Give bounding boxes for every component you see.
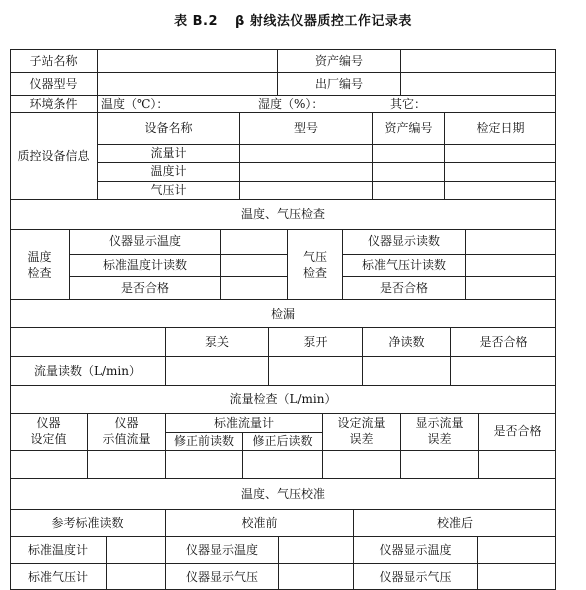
- flow-col-before-correction: 修正前读数: [173, 434, 234, 448]
- leak-col-pass: 是否合格: [479, 335, 528, 349]
- leak-col-pump-off: 泵关: [204, 335, 229, 349]
- env-label: 环境条件: [29, 97, 78, 111]
- temp-check-row-standard: 标准温度计读数: [102, 258, 187, 272]
- calib-col-after: 校准后: [436, 516, 473, 530]
- temp-pressure-check-title: 温度、气压检查: [240, 207, 325, 221]
- other-label: 其它：: [390, 97, 427, 111]
- leak-col-pump-on: 泵开: [303, 335, 328, 349]
- factory-no-field[interactable]: [401, 73, 555, 95]
- calib-row-std-thermometer: 标准温度计: [27, 543, 88, 557]
- pressure-check-row-standard: 标准气压计读数: [361, 258, 446, 272]
- flow-check-title: 流量检查（L/min）: [229, 392, 337, 406]
- calib-row-std-barometer: 标准气压计: [27, 570, 88, 584]
- calib-col-reference: 参考标准读数: [51, 516, 124, 530]
- temperature-label: 温度（℃）：: [101, 97, 169, 111]
- pressure-check-row-pass: 是否合格: [379, 281, 428, 295]
- calib-after-display-temp: 仪器显示温度: [379, 543, 452, 557]
- station-name-label: 子站名称: [29, 54, 78, 68]
- calib-before-display-temp: 仪器显示温度: [185, 543, 258, 557]
- flow-col-pass: 是否合格: [493, 424, 542, 438]
- table-title: [0, 10, 586, 29]
- qc-row-flowmeter: 流量计: [150, 146, 187, 160]
- qc-col-model: 型号: [293, 121, 318, 135]
- qc-col-device-name: 设备名称: [144, 121, 193, 135]
- table-number: 表 B.2: [174, 14, 219, 29]
- leak-check-title: 检漏: [270, 307, 295, 321]
- leak-row-flow-reading: 流量读数（L/min）: [34, 364, 141, 378]
- qc-row-thermometer: 温度计: [150, 164, 187, 178]
- asset-no-field[interactable]: [401, 50, 555, 72]
- calib-after-display-pressure: 仪器显示气压: [379, 570, 452, 584]
- flow-col-instrument-display: 仪器 示值流量: [102, 416, 151, 446]
- temp-check-label: 温度 检查: [27, 250, 52, 280]
- qc-col-asset-no: 资产编号: [384, 121, 433, 135]
- flow-col-instrument-setting: 仪器 设定值: [30, 416, 67, 446]
- flow-col-std-flowmeter: 标准流量计: [213, 416, 274, 430]
- qc-record-table: [10, 49, 556, 589]
- calib-col-before: 校准前: [241, 516, 278, 530]
- model-label: 仪器型号: [29, 77, 78, 91]
- qc-row-barometer: 气压计: [150, 183, 187, 197]
- flow-col-set-error: 设定流量 误差: [337, 416, 386, 446]
- table-name: β 射线法仪器质控工作记录表: [235, 14, 412, 29]
- pressure-check-label: 气压 检查: [302, 250, 327, 280]
- factory-no-label: 出厂编号: [314, 77, 363, 91]
- flow-col-after-correction: 修正后读数: [252, 434, 313, 448]
- calibration-title: 温度、气压校准: [240, 487, 325, 501]
- flow-col-display-error: 显示流量 误差: [415, 416, 464, 446]
- pressure-check-row-display: 仪器显示读数: [367, 234, 440, 248]
- leak-col-net: 净读数: [388, 335, 425, 349]
- model-field[interactable]: [98, 73, 277, 95]
- qc-equipment-label: 质控设备信息: [17, 149, 90, 163]
- station-name-field[interactable]: [98, 50, 277, 72]
- temp-check-row-display: 仪器显示温度: [108, 234, 181, 248]
- calib-before-display-pressure: 仪器显示气压: [185, 570, 258, 584]
- qc-col-verify-date: 检定日期: [476, 121, 525, 135]
- asset-no-label: 资产编号: [314, 54, 363, 68]
- humidity-label: 湿度（%）：: [258, 97, 324, 111]
- temp-check-row-pass: 是否合格: [120, 281, 169, 295]
